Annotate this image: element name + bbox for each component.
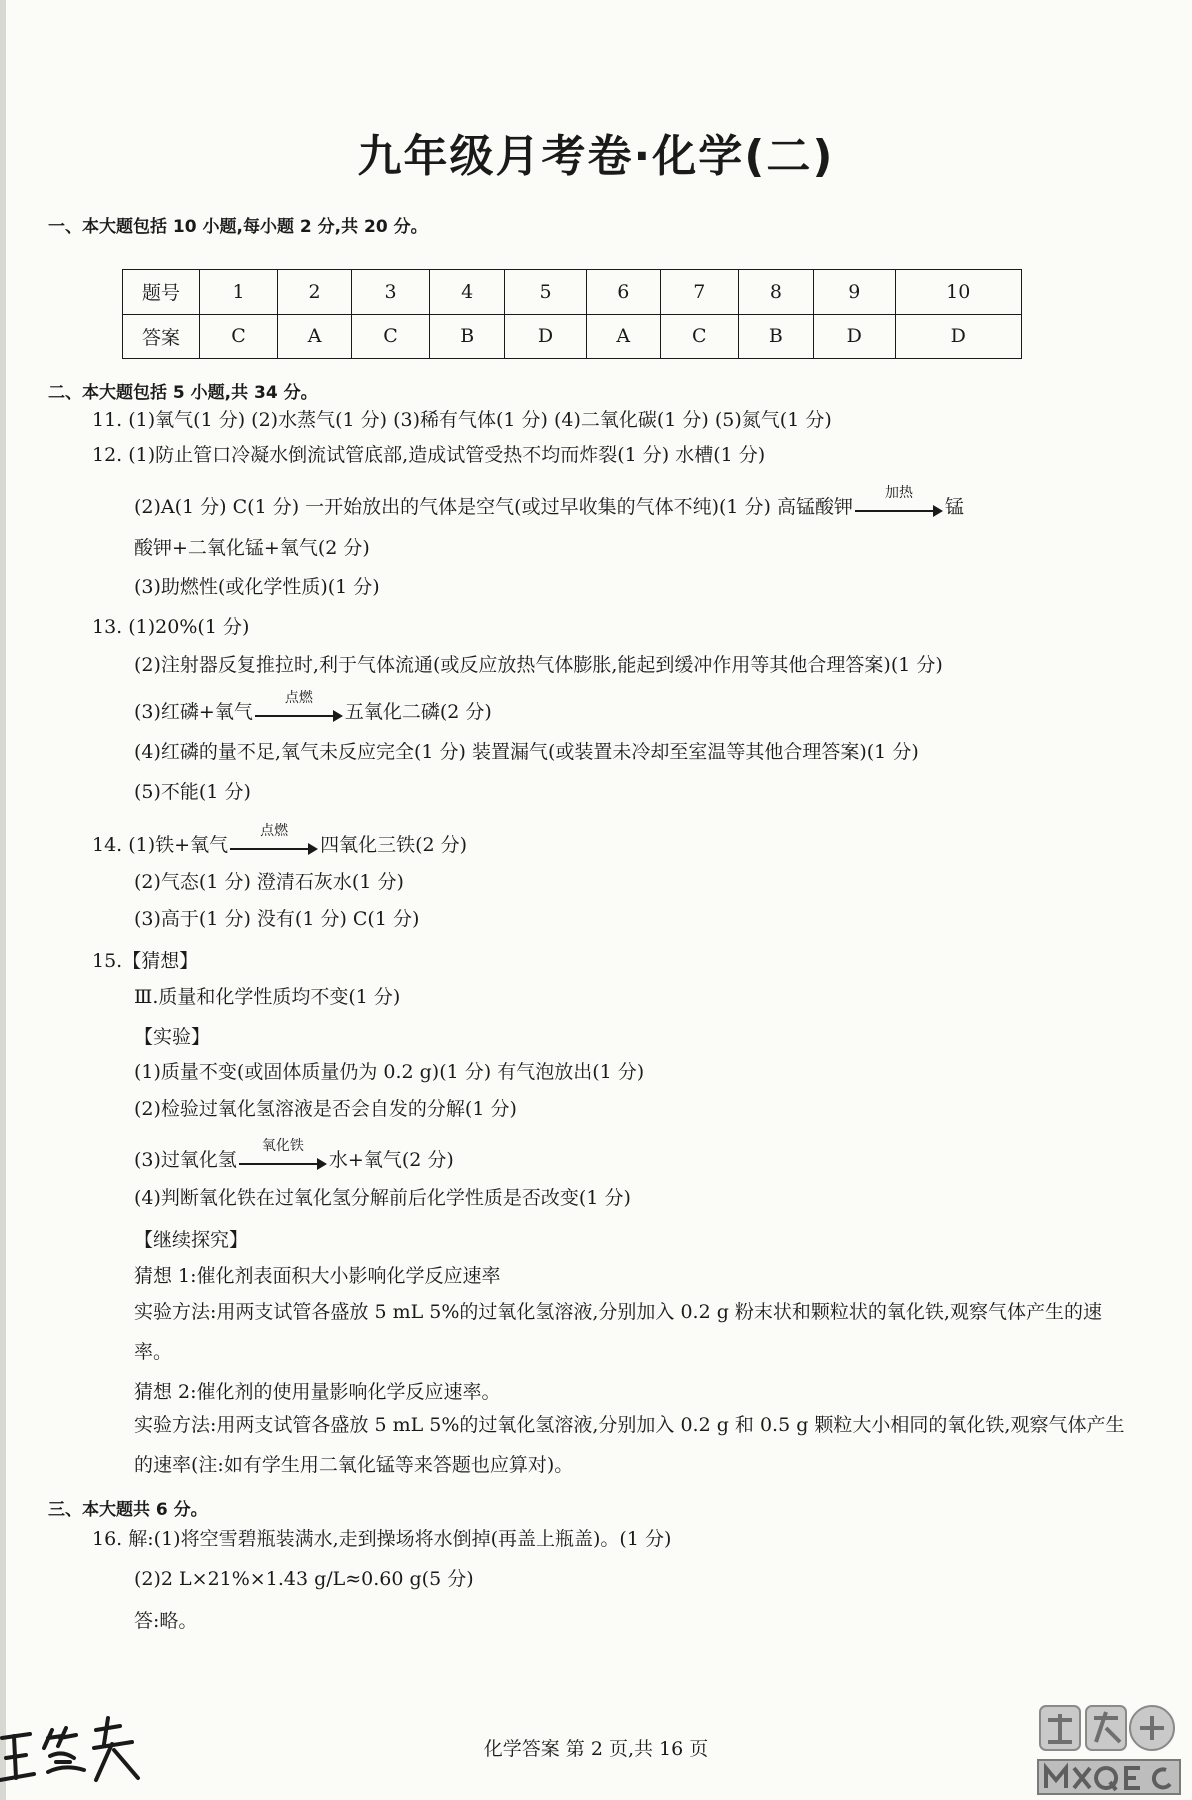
page-edge xyxy=(0,0,6,1800)
answer-text: (3)红磷+氧气 xyxy=(134,701,253,723)
table-cell: 4 xyxy=(430,270,505,315)
table-cell: D xyxy=(505,314,587,359)
answer-text: 五氧化二磷(2 分) xyxy=(344,701,492,723)
table-cell: 6 xyxy=(586,270,660,315)
reaction-condition: 加热 xyxy=(884,485,913,501)
table-header-answer: 答案 xyxy=(123,314,200,359)
watermark-logo xyxy=(1034,1698,1184,1798)
table-cell: C xyxy=(660,314,738,359)
reaction-arrow xyxy=(230,823,318,856)
answer-line: (2)气态(1 分) 澄清石灰水(1 分) xyxy=(134,871,404,893)
answer-line: (5)不能(1 分) xyxy=(134,781,251,803)
table-cell: 9 xyxy=(813,270,895,315)
answer-paragraph: 实验方法:用两支试管各盛放 5 mL 5%的过氧化氢溶液,分别加入 0.2 g 粉末状和颗粒状的氧化铁,观察气体产生的速率。 xyxy=(134,1301,1102,1363)
page-title: 九年级月考卷·化学(二) xyxy=(357,131,835,182)
answer-line: 【实验】 xyxy=(134,1026,211,1048)
table-cell: 1 xyxy=(200,270,278,315)
answer-line: (2)2 L×21%×1.43 g/L≈0.60 g(5 分) xyxy=(134,1568,474,1590)
table-cell: 5 xyxy=(505,270,587,315)
answer-text: (2)A(1 分) C(1 分) 一开始放出的气体是空气(或过早收集的气体不纯)(1 分) 高锰酸钾 xyxy=(134,496,853,518)
answer-line: 12. (1)防止管口冷凝水倒流试管底部,造成试管受热不均而炸裂(1 分) 水槽(1 分) xyxy=(92,444,766,466)
table-cell: A xyxy=(586,314,660,359)
table-cell: D xyxy=(813,314,895,359)
answer-table xyxy=(122,269,1022,359)
answer-line: 酸钾+二氧化锰+氧气(2 分) xyxy=(134,537,370,559)
section-2-heading: 二、本大题包括 5 小题,共 34 分。 xyxy=(48,383,318,403)
answer-line: (2)注射器反复推拉时,利于气体流通(或反应放热气体膨胀,能起到缓冲作用等其他合理答案)(1 分) xyxy=(134,654,943,676)
table-cell: B xyxy=(738,314,813,359)
answer-line xyxy=(134,1138,454,1175)
answer-line: Ⅲ.质量和化学性质均不变(1 分) xyxy=(134,986,401,1008)
reaction-arrow xyxy=(255,690,343,723)
table-cell: 10 xyxy=(895,270,1022,315)
answer-line: 猜想 2:催化剂的使用量影响化学反应速率。 xyxy=(134,1381,501,1403)
answer-text: 水+氧气(2 分) xyxy=(328,1149,454,1171)
table-cell: D xyxy=(895,314,1022,359)
table-cell: C xyxy=(352,314,430,359)
reaction-condition: 点燃 xyxy=(284,690,313,706)
reaction-arrow xyxy=(239,1138,327,1171)
answer-line: (2)检验过氧化氢溶液是否会自发的分解(1 分) xyxy=(134,1098,517,1120)
answer-line: (3)助燃性(或化学性质)(1 分) xyxy=(134,576,380,598)
answer-line: 11. (1)氧气(1 分) (2)水蒸气(1 分) (3)稀有气体(1 分) (4)二氧化碳(1 分) (5)氮气(1 分) xyxy=(92,409,832,431)
table-cell: C xyxy=(200,314,278,359)
answer-line: (3)高于(1 分) 没有(1 分) C(1 分) xyxy=(134,908,420,930)
answer-line: 【继续探究】 xyxy=(134,1229,249,1251)
answer-line: (4)红磷的量不足,氧气未反应完全(1 分) 装置漏气(或装置未冷却至室温等其他合理答案)(1 分) xyxy=(134,741,919,763)
page-footer: 化学答案 第 2 页,共 16 页 xyxy=(483,1738,709,1760)
handwritten-signature xyxy=(0,1700,150,1790)
answer-text: (3)过氧化氢 xyxy=(134,1149,237,1171)
answer-line: 猜想 1:催化剂表面积大小影响化学反应速率 xyxy=(134,1265,501,1287)
answer-paragraph: 实验方法:用两支试管各盛放 5 mL 5%的过氧化氢溶液,分别加入 0.2 g 和 0.5 g 颗粒大小相同的氧化铁,观察气体产生的速率(注:如有学生用二氧化锰等来答题也应算对)。 xyxy=(134,1414,1125,1476)
table-header-number: 题号 xyxy=(123,270,200,315)
reaction-condition: 氧化铁 xyxy=(261,1138,304,1154)
section-1-heading: 一、本大题包括 10 小题,每小题 2 分,共 20 分。 xyxy=(48,217,428,237)
table-cell: 8 xyxy=(738,270,813,315)
answer-line: 答:略。 xyxy=(134,1610,198,1632)
answer-line: 15.【猜想】 xyxy=(92,950,199,972)
table-row-numbers xyxy=(123,270,1022,315)
answer-line: (4)判断氧化铁在过氧化氢分解前后化学性质是否改变(1 分) xyxy=(134,1187,631,1209)
answer-line xyxy=(134,690,492,727)
table-row-answers xyxy=(123,314,1022,359)
answer-text: 四氧化三铁(2 分) xyxy=(320,834,468,856)
answer-line: 13. (1)20%(1 分) xyxy=(92,616,250,638)
table-cell: A xyxy=(278,314,352,359)
section-3-heading: 三、本大题共 6 分。 xyxy=(48,1500,208,1520)
answer-line: 16. 解:(1)将空雪碧瓶装满水,走到操场将水倒掉(再盖上瓶盖)。(1 分) xyxy=(92,1528,672,1550)
table-cell: 3 xyxy=(352,270,430,315)
table-cell: B xyxy=(430,314,505,359)
table-cell: 7 xyxy=(660,270,738,315)
reaction-arrow xyxy=(855,485,943,518)
answer-line: (1)质量不变(或固体质量仍为 0.2 g)(1 分) 有气泡放出(1 分) xyxy=(134,1061,645,1083)
reaction-condition: 点燃 xyxy=(260,823,289,839)
answer-text: 锰 xyxy=(944,496,964,518)
answer-text: 14. (1)铁+氧气 xyxy=(92,834,229,856)
table-cell: 2 xyxy=(278,270,352,315)
answer-line xyxy=(134,485,964,522)
answer-line xyxy=(92,823,468,860)
